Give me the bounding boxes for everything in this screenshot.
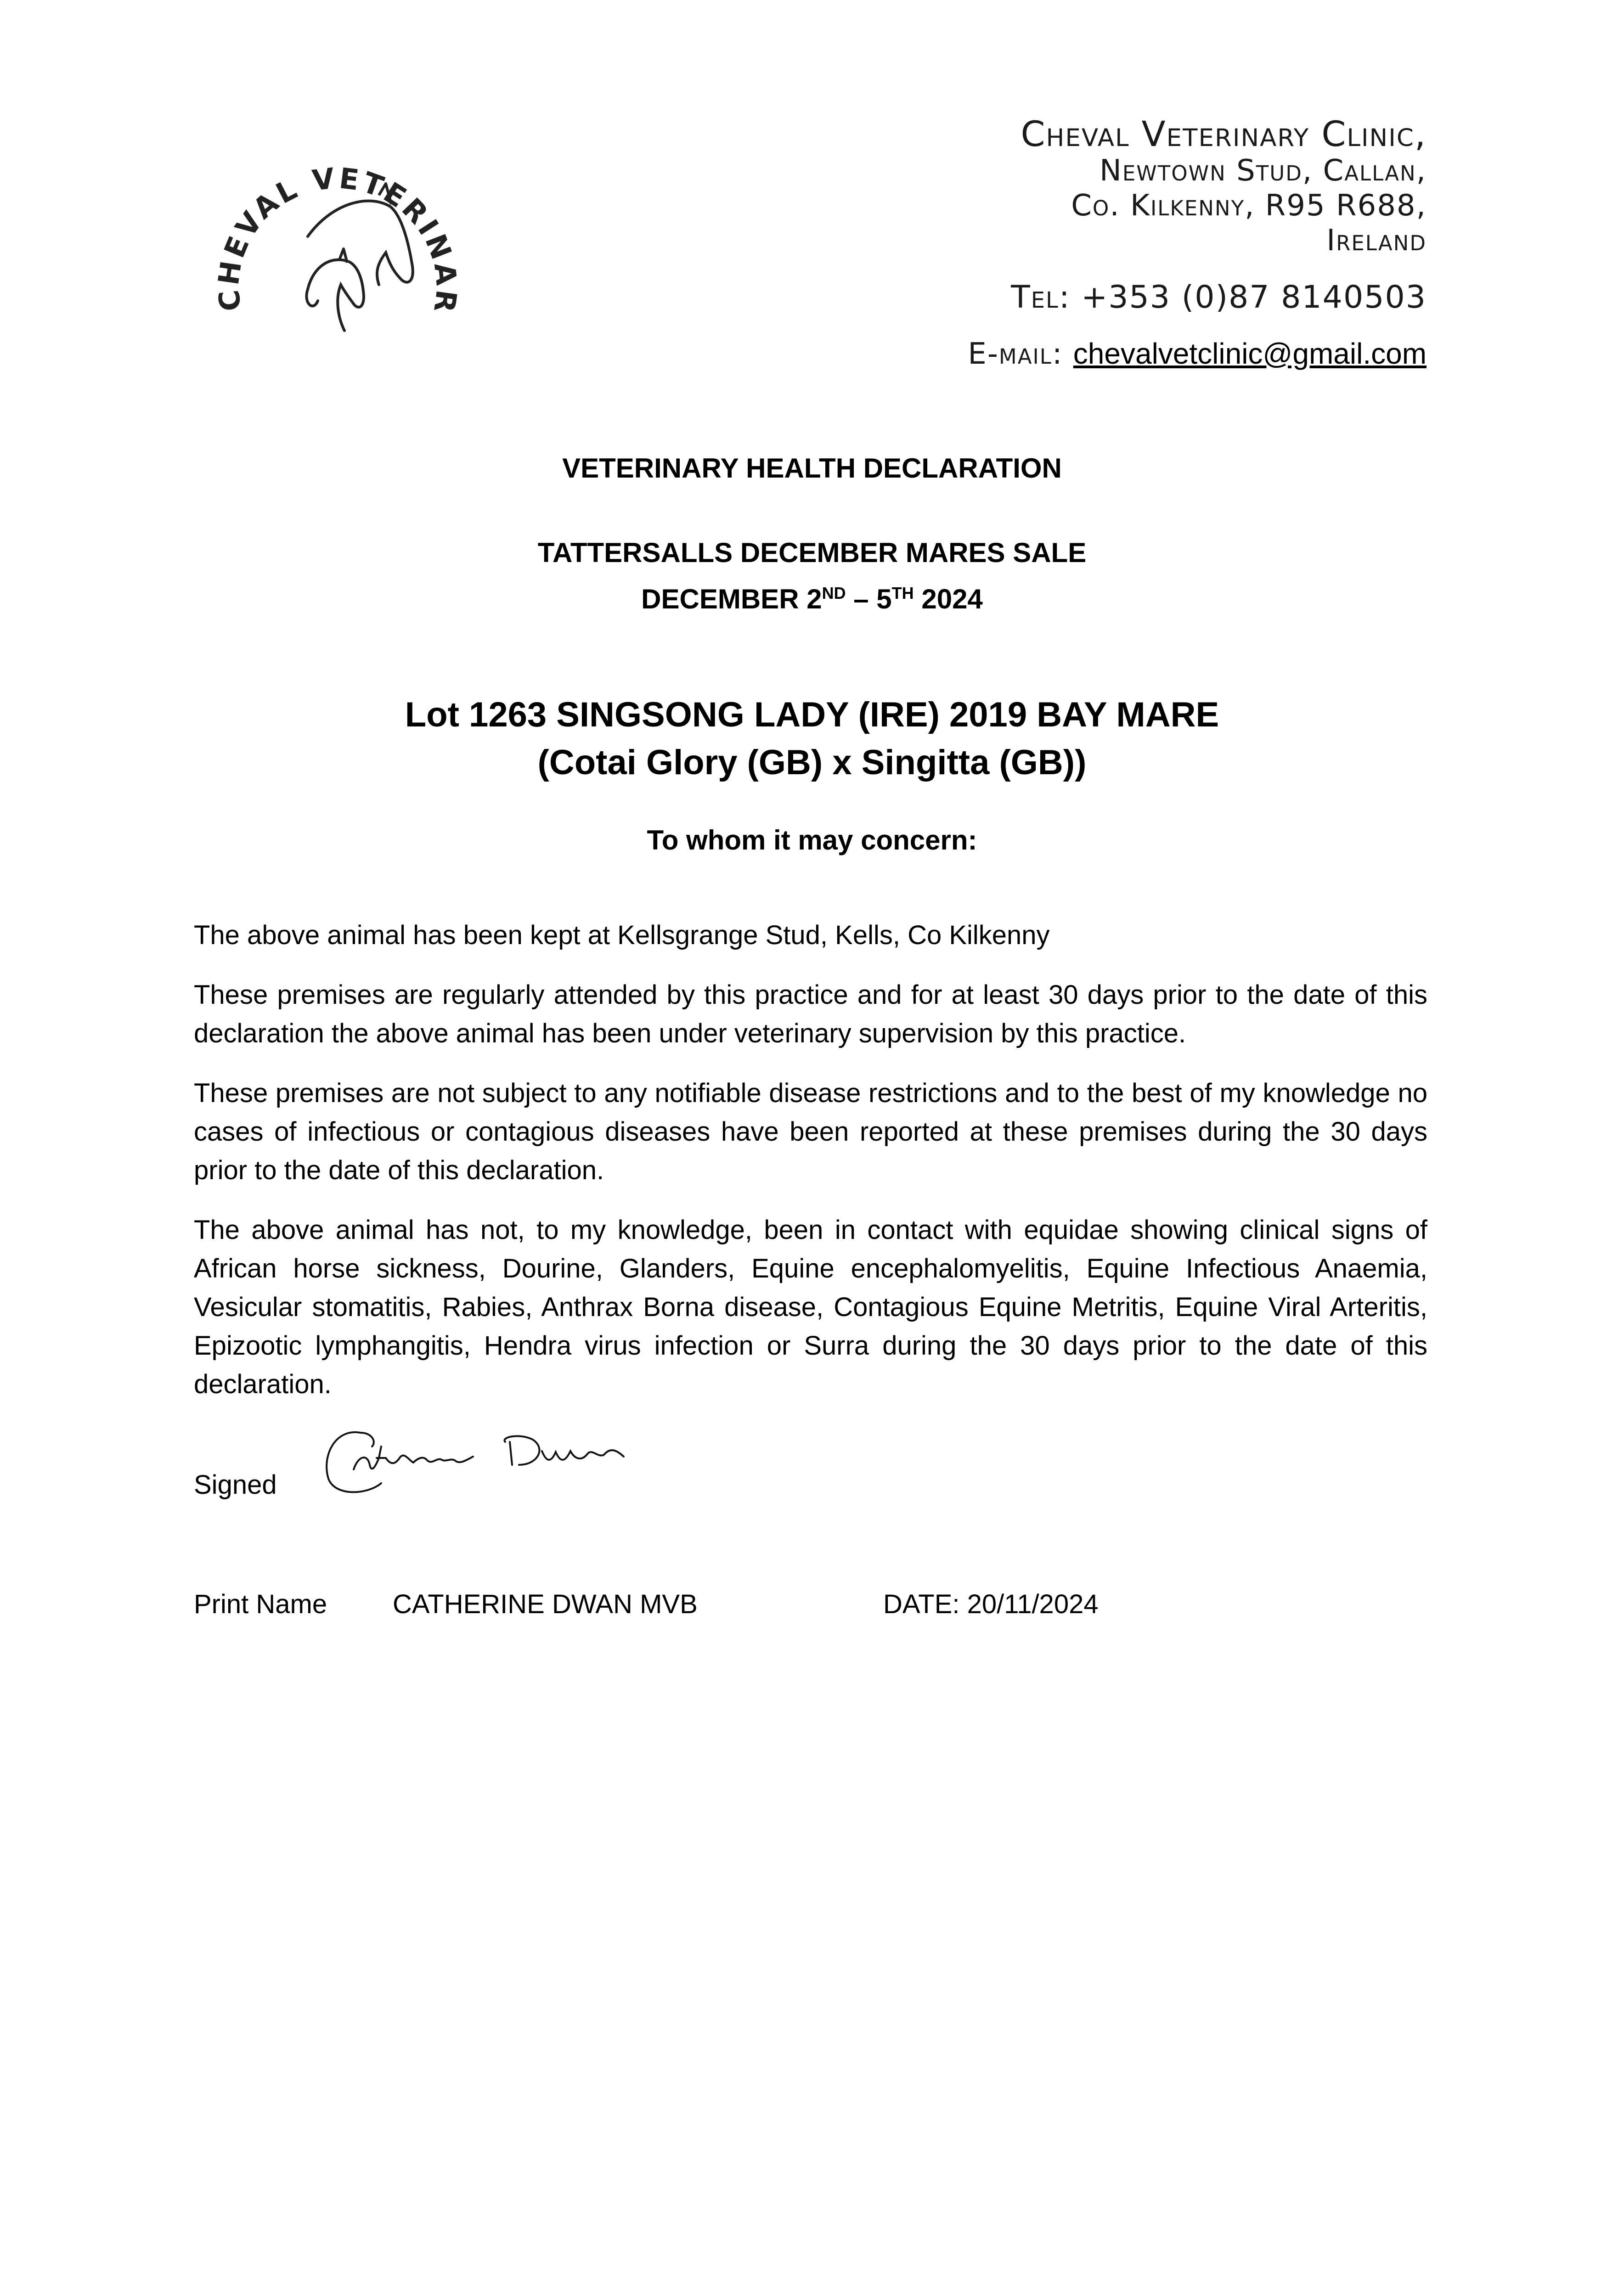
clinic-address-line-3: Ireland <box>1326 224 1427 258</box>
clinic-logo <box>193 115 487 372</box>
print-name-value: CATHERINE DWAN MVB <box>393 1589 698 1619</box>
declaration-date: DATE: 20/11/2024 <box>883 1589 1099 1619</box>
paragraph-3: These premises are not subject to any notifiable disease restrictions and to the best of my knowledge no cases of infectious or contagious diseases have been reported at these premises during the 30 days prior to the date of this declaration. <box>194 1078 1427 1185</box>
signed-label: Signed <box>194 1470 277 1500</box>
clinic-name: Cheval Veterinary Clinic, <box>1021 113 1427 154</box>
handwritten-signature-icon <box>317 1414 638 1502</box>
document-title: VETERINARY HEALTH DECLARATION <box>562 453 1062 484</box>
clinic-address-line-2: Co. Kilkenny, R95 R688, <box>1071 189 1427 223</box>
clinic-email-row <box>738 336 1427 371</box>
sale-name: TATTERSALLS DECEMBER MARES SALE <box>537 537 1087 568</box>
print-name-label: Print Name <box>194 1589 327 1619</box>
sale-heading <box>0 533 1624 619</box>
salutation: To whom it may concern: <box>647 825 977 855</box>
email-link[interactable]: chevalvetclinic@gmail.com <box>1073 337 1427 370</box>
clinic-telephone: Tel: +353 (0)87 8140503 <box>1011 279 1427 315</box>
clinic-address-block <box>738 115 1427 371</box>
email-label: E-mail: <box>968 337 1063 371</box>
horse-heads-icon <box>193 115 487 372</box>
lot-line-2: (Cotai Glory (GB) x Singitta (GB)) <box>537 743 1087 782</box>
paragraph-2: These premises are regularly attended by this practice and for at least 30 days prior to the date of this declaration the above animal has been under veterinary supervision by this practice. <box>194 980 1427 1048</box>
svg-text:CHEVAL VETERINARY CLINIC: CHEVAL VETERINAR <box>211 161 464 315</box>
clinic-address-line-1: Newtown Stud, Callan, <box>1099 154 1427 188</box>
paragraph-4: The above animal has not, to my knowledge, been in contact with equidae showing clinical signs of African horse sickness, Dourine, Glanders, Equine encephalomyelitis, Equine Infectious Anaemia, Vesicular stomatitis, Rabies, Anthrax Borna disease, Contagious Equine Metritis, Equine Viral Arteritis, Epizootic lymphangitis, Hendra virus infection or Surra during the 30 days prior to the date of this declaration. <box>194 1215 1427 1399</box>
signature <box>317 1414 638 1502</box>
paragraph-1: The above animal has been kept at Kellsgrange Stud, Kells, Co Kilkenny <box>194 920 1050 950</box>
sale-dates: DECEMBER 2ND – 5TH 2024 <box>641 584 983 614</box>
declaration-body <box>194 916 1427 1425</box>
lot-heading <box>0 691 1624 787</box>
lot-line-1: Lot 1263 SINGSONG LADY (IRE) 2019 BAY MARE <box>405 695 1219 734</box>
